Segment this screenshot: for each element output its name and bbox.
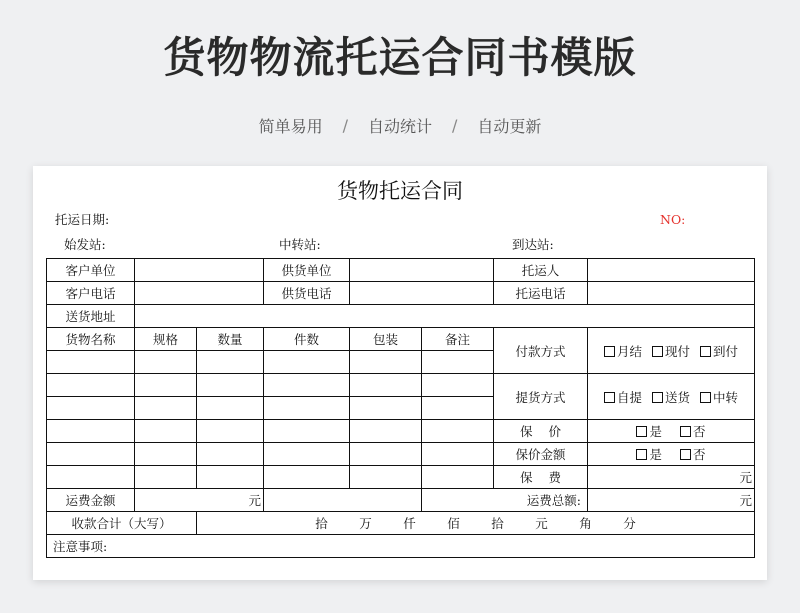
destination-station-label: 到达站: bbox=[512, 237, 554, 252]
feature-easy: 简单易用 bbox=[258, 116, 323, 136]
freight-total-field[interactable] bbox=[588, 489, 755, 512]
insured-amount-label: 保价金额 bbox=[494, 443, 588, 466]
delivery-address-field[interactable] bbox=[135, 305, 755, 328]
goods-row bbox=[47, 443, 755, 466]
checkbox-icon bbox=[652, 346, 663, 357]
goods-row bbox=[47, 420, 755, 443]
supplier-phone-label: 供货电话 bbox=[264, 282, 350, 305]
unit-shi: 拾 bbox=[491, 516, 504, 531]
freight-total-label: 运费总额: bbox=[422, 489, 588, 512]
pickup-method-label: 提货方式 bbox=[494, 374, 588, 420]
contract-title: 货物托运合同 bbox=[337, 179, 463, 203]
payment-cash-checkbox[interactable]: 现付 bbox=[652, 342, 690, 360]
customer-phone-label: 客户电话 bbox=[47, 282, 135, 305]
customer-phone-field[interactable] bbox=[135, 282, 264, 305]
checkbox-icon bbox=[636, 449, 647, 460]
currency-unit: 元 bbox=[739, 493, 752, 508]
shipping-date-label: 托运日期: bbox=[55, 212, 110, 227]
received-total-field[interactable] bbox=[197, 512, 755, 535]
contract-form-table bbox=[46, 258, 755, 558]
contract-no-label: NO: bbox=[660, 212, 686, 227]
goods-row bbox=[47, 374, 755, 397]
banner-title: 货物物流托运合同书模版 bbox=[163, 33, 637, 82]
checkbox-icon bbox=[652, 392, 663, 403]
insured-yes-checkbox[interactable]: 是 bbox=[636, 422, 662, 440]
checkbox-icon bbox=[680, 449, 691, 460]
goods-row bbox=[47, 466, 755, 489]
payment-method-options bbox=[588, 328, 755, 374]
freight-amount-label: 运费金额 bbox=[47, 489, 135, 512]
checkbox-icon bbox=[680, 426, 691, 437]
remarks-header: 备注 bbox=[422, 328, 494, 351]
premium-field[interactable] bbox=[588, 466, 755, 489]
goods-name-header: 货物名称 bbox=[47, 328, 135, 351]
contract-sheet bbox=[33, 166, 767, 580]
freight-blank-cell[interactable] bbox=[264, 489, 422, 512]
pickup-method-options bbox=[588, 374, 755, 420]
pieces-header: 件数 bbox=[264, 328, 350, 351]
checkbox-icon bbox=[700, 392, 711, 403]
pickup-self-checkbox[interactable]: 自提 bbox=[604, 388, 642, 406]
notes-label: 注意事项: bbox=[53, 539, 108, 554]
freight-amount-field[interactable] bbox=[135, 489, 264, 512]
unit-jiao: 角 bbox=[579, 516, 592, 531]
customer-unit-field[interactable] bbox=[135, 259, 264, 282]
quantity-header: 数量 bbox=[197, 328, 264, 351]
origin-station-label: 始发站: bbox=[64, 237, 106, 252]
shipper-field[interactable] bbox=[588, 259, 755, 282]
insured-label: 保 价 bbox=[494, 420, 588, 443]
checkbox-icon bbox=[700, 346, 711, 357]
insured-options bbox=[588, 420, 755, 443]
feature-auto-stats: 自动统计 bbox=[367, 116, 432, 136]
currency-unit: 元 bbox=[248, 493, 261, 508]
payment-monthly-checkbox[interactable]: 月结 bbox=[604, 342, 642, 360]
insured-amount-yes-checkbox[interactable]: 是 bbox=[636, 445, 662, 463]
separator: / bbox=[342, 115, 348, 135]
unit-bai: 佰 bbox=[447, 516, 460, 531]
currency-unit: 元 bbox=[739, 470, 752, 485]
checkbox-icon bbox=[604, 392, 615, 403]
pickup-transfer-checkbox[interactable]: 中转 bbox=[700, 388, 738, 406]
unit-yuan: 元 bbox=[535, 516, 548, 531]
customer-unit-label: 客户单位 bbox=[47, 259, 135, 282]
insured-no-checkbox[interactable]: 否 bbox=[680, 422, 706, 440]
separator: / bbox=[452, 115, 458, 135]
feature-auto-update: 自动更新 bbox=[477, 116, 542, 136]
received-total-label: 收款合计（大写） bbox=[47, 512, 197, 535]
checkbox-icon bbox=[604, 346, 615, 357]
feature-tagline bbox=[0, 112, 800, 138]
supplier-unit-field[interactable] bbox=[350, 259, 494, 282]
delivery-address-label: 送货地址 bbox=[47, 305, 135, 328]
payment-method-label: 付款方式 bbox=[494, 328, 588, 374]
insured-amount-options bbox=[588, 443, 755, 466]
shipper-phone-field[interactable] bbox=[588, 282, 755, 305]
insured-amount-no-checkbox[interactable]: 否 bbox=[680, 445, 706, 463]
unit-wan: 万 bbox=[359, 516, 372, 531]
packaging-header: 包装 bbox=[350, 328, 422, 351]
shipper-phone-label: 托运电话 bbox=[494, 282, 588, 305]
unit-qian: 仟 bbox=[403, 516, 416, 531]
payment-cod-checkbox[interactable]: 到付 bbox=[700, 342, 738, 360]
checkbox-icon bbox=[636, 426, 647, 437]
supplier-phone-field[interactable] bbox=[350, 282, 494, 305]
notes-row[interactable] bbox=[47, 535, 755, 558]
shipper-label: 托运人 bbox=[494, 259, 588, 282]
premium-label: 保 费 bbox=[494, 466, 588, 489]
unit-fen: 分 bbox=[623, 516, 636, 531]
transfer-station-label: 中转站: bbox=[279, 237, 321, 252]
pickup-delivery-checkbox[interactable]: 送货 bbox=[652, 388, 690, 406]
unit-shi: 拾 bbox=[315, 516, 328, 531]
supplier-unit-label: 供货单位 bbox=[264, 259, 350, 282]
spec-header: 规格 bbox=[135, 328, 197, 351]
